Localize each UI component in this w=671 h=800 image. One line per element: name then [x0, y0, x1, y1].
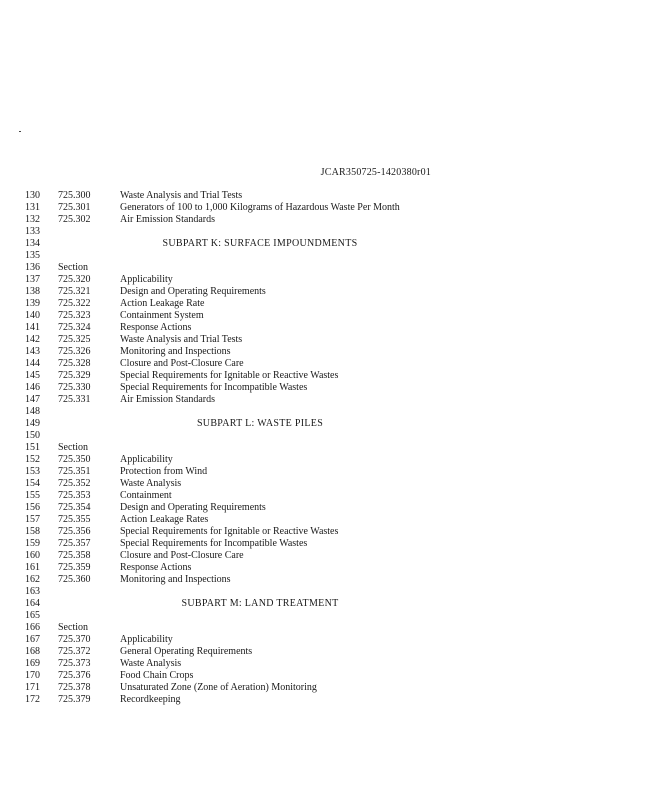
text-line: [0, 286, 671, 298]
text-line: [0, 322, 671, 334]
line-number: 138: [25, 286, 40, 297]
line-number: 153: [25, 466, 40, 477]
section-number: 725.370: [58, 634, 91, 645]
section-number: 725.372: [58, 646, 91, 657]
section-title: Action Leakage Rate: [120, 298, 205, 309]
text-line: [0, 358, 671, 370]
line-number: 158: [25, 526, 40, 537]
section-number: 725.350: [58, 454, 91, 465]
text-line: [0, 550, 671, 562]
text-line: [0, 394, 671, 406]
text-line: [0, 502, 671, 514]
line-number: 167: [25, 634, 40, 645]
section-number: 725.329: [58, 370, 91, 381]
section-number: 725.357: [58, 538, 91, 549]
text-line: [0, 478, 671, 490]
section-number: 725.330: [58, 382, 91, 393]
text-line: [0, 562, 671, 574]
line-number: 168: [25, 646, 40, 657]
section-number: 725.376: [58, 670, 91, 681]
line-number: 137: [25, 274, 40, 285]
section-title: Containment: [120, 490, 172, 501]
text-line: [0, 490, 671, 502]
text-line: [0, 430, 671, 442]
section-title: Applicability: [120, 274, 173, 285]
stray-mark: [19, 131, 21, 132]
section-title: Monitoring and Inspections: [120, 346, 231, 357]
section-title: Waste Analysis and Trial Tests: [120, 334, 243, 345]
section-number: 725.324: [58, 322, 91, 333]
section-number: 725.328: [58, 358, 91, 369]
text-line: [0, 406, 671, 418]
text-line: [0, 238, 671, 250]
line-number: 165: [25, 610, 40, 621]
line-numbered-text: [0, 190, 671, 706]
section-number: 725.360: [58, 574, 91, 585]
line-number: 160: [25, 550, 40, 561]
section-number: 725.354: [58, 502, 91, 513]
section-title: General Operating Requirements: [120, 646, 253, 657]
section-number: 725.326: [58, 346, 91, 357]
line-number: 142: [25, 334, 40, 345]
section-title: Special Requirements for Incompatible Wastes: [120, 538, 308, 549]
line-number: 130: [25, 190, 40, 201]
line-number: 170: [25, 670, 40, 681]
section-number: 725.322: [58, 298, 91, 309]
text-line: [0, 382, 671, 394]
text-line: [0, 694, 671, 706]
line-number: 155: [25, 490, 40, 501]
section-title: Generators of 100 to 1,000 Kilograms of Hazardous Waste Per Month: [120, 202, 400, 213]
section-title: Special Requirements for Ignitable or Reactive Wastes: [120, 526, 339, 537]
section-title: Protection from Wind: [120, 466, 208, 477]
line-number: 171: [25, 682, 40, 693]
text-line: [0, 526, 671, 538]
section-number: 725.321: [58, 286, 91, 297]
line-number: 169: [25, 658, 40, 669]
section-title: Response Actions: [120, 322, 192, 333]
line-number: 141: [25, 322, 40, 333]
section-number: Section: [58, 442, 88, 453]
section-title: Applicability: [120, 634, 173, 645]
section-title: Response Actions: [120, 562, 192, 573]
text-line: [0, 418, 671, 430]
text-line: [0, 646, 671, 658]
section-title: Design and Operating Requirements: [120, 286, 266, 297]
text-line: [0, 262, 671, 274]
section-number: 725.323: [58, 310, 91, 321]
section-number: 725.358: [58, 550, 91, 561]
text-line: [0, 538, 671, 550]
text-line: [0, 346, 671, 358]
text-line: [0, 574, 671, 586]
section-title: Waste Analysis: [120, 478, 182, 489]
subpart-heading: SUBPART M: LAND TREATMENT: [181, 598, 339, 609]
text-line: [0, 454, 671, 466]
text-line: [0, 202, 671, 214]
section-title: Waste Analysis and Trial Tests: [120, 190, 243, 201]
text-line: [0, 250, 671, 262]
section-number: 725.379: [58, 694, 91, 705]
text-line: [0, 226, 671, 238]
text-line: [0, 622, 671, 634]
section-title: Action Leakage Rates: [120, 514, 209, 525]
text-line: [0, 190, 671, 202]
line-number: 144: [25, 358, 40, 369]
line-number: 164: [25, 598, 40, 609]
line-number: 172: [25, 694, 40, 705]
section-title: Special Requirements for Incompatible Wastes: [120, 382, 308, 393]
line-number: 149: [25, 418, 40, 429]
line-number: 140: [25, 310, 40, 321]
section-number: Section: [58, 622, 88, 633]
section-title: Recordkeeping: [120, 694, 181, 705]
section-number: 725.331: [58, 394, 91, 405]
line-number: 145: [25, 370, 40, 381]
section-number: 725.352: [58, 478, 91, 489]
section-title: Food Chain Crops: [120, 670, 194, 681]
line-number: 143: [25, 346, 40, 357]
line-number: 152: [25, 454, 40, 465]
line-number: 154: [25, 478, 40, 489]
line-number: 162: [25, 574, 40, 585]
line-number: 151: [25, 442, 40, 453]
line-number: 159: [25, 538, 40, 549]
text-line: [0, 634, 671, 646]
line-number: 139: [25, 298, 40, 309]
section-number: 725.351: [58, 466, 91, 477]
line-number: 161: [25, 562, 40, 573]
section-title: Applicability: [120, 454, 173, 465]
text-line: [0, 298, 671, 310]
section-title: Containment System: [120, 310, 204, 321]
subpart-heading: SUBPART K: SURFACE IMPOUNDMENTS: [162, 238, 358, 249]
text-line: [0, 466, 671, 478]
section-title: Unsaturated Zone (Zone of Aeration) Monitoring: [120, 682, 317, 693]
section-title: Air Emission Standards: [120, 394, 215, 405]
section-title: Waste Analysis: [120, 658, 182, 669]
line-number: 148: [25, 406, 40, 417]
document-id: JCAR350725-1420380r01: [320, 167, 431, 178]
line-number: 163: [25, 586, 40, 597]
section-number: 725.325: [58, 334, 91, 345]
line-number: 135: [25, 250, 40, 261]
section-number: 725.301: [58, 202, 91, 213]
line-number: 134: [25, 238, 40, 249]
section-number: 725.373: [58, 658, 91, 669]
section-number: 725.359: [58, 562, 91, 573]
text-line: [0, 586, 671, 598]
text-line: [0, 274, 671, 286]
line-number: 146: [25, 382, 40, 393]
text-line: [0, 514, 671, 526]
text-line: [0, 214, 671, 226]
text-line: [0, 670, 671, 682]
section-title: Monitoring and Inspections: [120, 574, 231, 585]
section-title: Closure and Post-Closure Care: [120, 550, 244, 561]
line-number: 157: [25, 514, 40, 525]
text-line: [0, 370, 671, 382]
text-line: [0, 598, 671, 610]
text-line: [0, 334, 671, 346]
text-line: [0, 658, 671, 670]
line-number: 150: [25, 430, 40, 441]
section-title: Design and Operating Requirements: [120, 502, 266, 513]
section-number: 725.320: [58, 274, 91, 285]
section-number: 725.302: [58, 214, 91, 225]
text-line: [0, 442, 671, 454]
section-number: 725.378: [58, 682, 91, 693]
text-line: [0, 610, 671, 622]
line-number: 132: [25, 214, 40, 225]
line-number: 147: [25, 394, 40, 405]
section-number: 725.300: [58, 190, 91, 201]
line-number: 133: [25, 226, 40, 237]
section-title: Special Requirements for Ignitable or Reactive Wastes: [120, 370, 339, 381]
section-number: 725.356: [58, 526, 91, 537]
section-number: Section: [58, 262, 88, 273]
line-number: 131: [25, 202, 40, 213]
line-number: 166: [25, 622, 40, 633]
section-number: 725.353: [58, 490, 91, 501]
section-title: Air Emission Standards: [120, 214, 215, 225]
text-line: [0, 682, 671, 694]
line-number: 156: [25, 502, 40, 513]
section-number: 725.355: [58, 514, 91, 525]
line-number: 136: [25, 262, 40, 273]
subpart-heading: SUBPART L: WASTE PILES: [196, 418, 324, 429]
section-title: Closure and Post-Closure Care: [120, 358, 244, 369]
text-line: [0, 310, 671, 322]
